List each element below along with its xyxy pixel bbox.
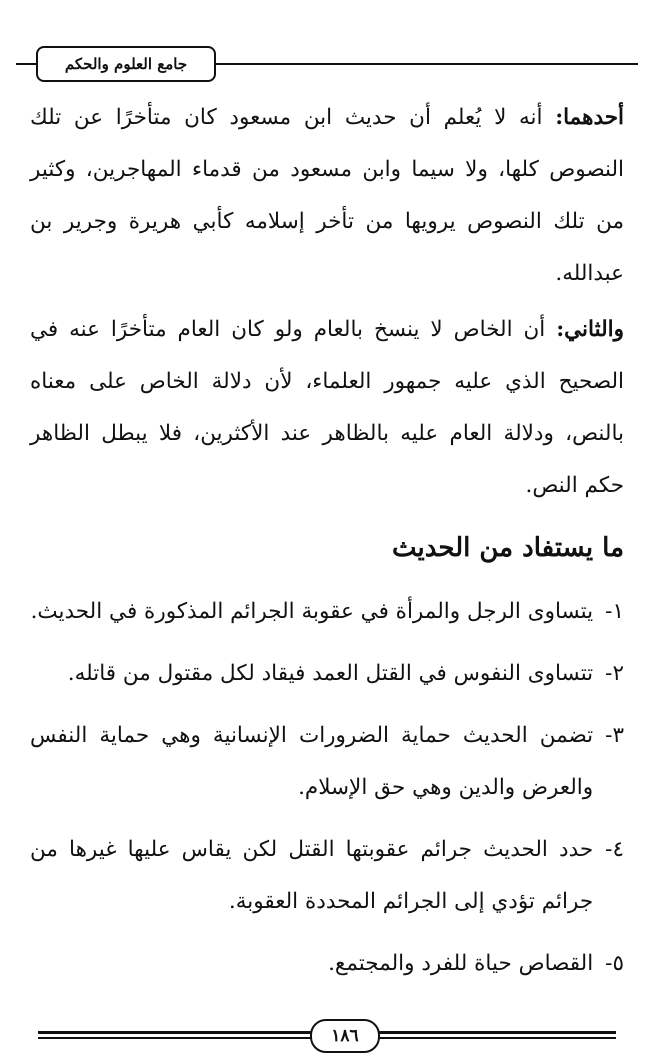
- list-item-text: تتساوى النفوس في القتل العمد فيقاد لكل مقتول من قاتله.: [67, 661, 594, 686]
- book-title: جامع العلوم والحكم: [36, 46, 216, 82]
- list-item-text: يتساوى الرجل والمرأة في عقوبة الجرائم المذكورة في الحديث.: [30, 599, 594, 624]
- page-number: ١٨٦: [310, 1019, 380, 1053]
- list-item-number: ٢-: [605, 661, 624, 686]
- list-item: [30, 824, 624, 928]
- list-item-number: ٥-: [605, 951, 624, 976]
- list-item-text: القصاص حياة للفرد والمجتمع.: [328, 951, 594, 976]
- paragraph-first: [30, 92, 624, 300]
- section-heading: ما يستفاد من الحديث: [392, 533, 624, 563]
- paragraph-lead: أحدهما:: [555, 105, 624, 130]
- list-item: [30, 710, 624, 814]
- list-item-text: تضمن الحديث حماية الضرورات الإنسانية وهي حماية النفس والعرض والدين وهي حق الإسلام.: [30, 723, 594, 800]
- list-item: [30, 648, 624, 700]
- paragraph-text: أنه لا يُعلم أن حديث ابن مسعود كان متأخرًا عن تلك النصوص كلها، ولا سيما وابن مسعود من قدماء المهاجرين، وكثير من تلك النصوص يرويها من تأخر إسلامه كأبي هريرة وجرير بن عبدالله.: [30, 105, 624, 286]
- paragraph-text: أن الخاص لا ينسخ بالعام ولو كان العام متأخرًا عنه في الصحيح الذي عليه جمهور العلماء، لأن دلالة الخاص على معناه بالنص، ودلالة العام عليه بالظاهر عند الأكثرين، فلا يبطل الظاهر حكم النص.: [30, 317, 624, 498]
- list-item-text: حدد الحديث جرائم عقوبتها القتل لكن يقاس عليها غيرها من جرائم تؤدي إلى الجرائم المحددة العقوبة.: [30, 837, 594, 914]
- page-footer: [38, 1018, 616, 1054]
- page-body: [30, 92, 624, 1000]
- list-item: [30, 586, 624, 638]
- list-item: [30, 938, 624, 990]
- paragraph-lead: والثاني:: [556, 317, 624, 342]
- list-item-number: ١-: [605, 599, 624, 624]
- paragraph-second: [30, 304, 624, 512]
- running-header: [16, 44, 638, 84]
- list-item-number: ٤-: [605, 837, 624, 862]
- list-item-number: ٣-: [605, 723, 624, 748]
